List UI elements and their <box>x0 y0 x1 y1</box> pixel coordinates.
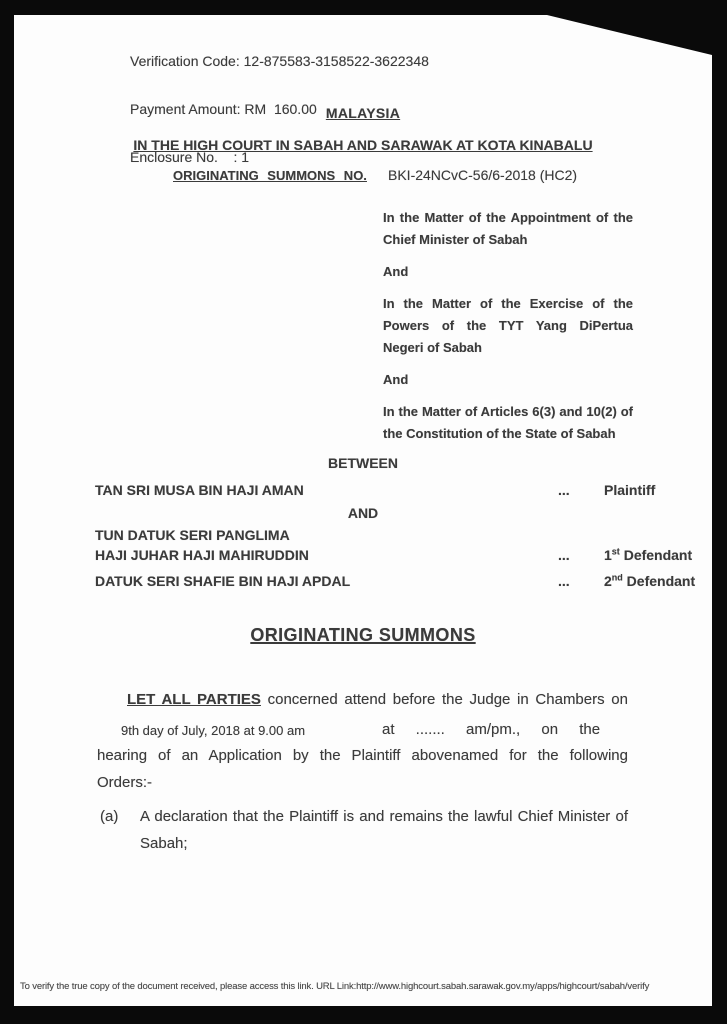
matters-column <box>383 207 633 445</box>
court-title: IN THE HIGH COURT IN SABAH AND SARAWAK AT KOTA KINABALU <box>133 137 593 153</box>
matter-3-line-2: the Constitution of the State of Sabah <box>383 426 616 441</box>
and-separator: And <box>383 264 409 279</box>
ellipsis: ... <box>558 573 570 589</box>
country-title: MALAYSIA <box>325 105 401 121</box>
ordinal-suffix: nd <box>611 572 623 583</box>
defendant-1-role <box>604 545 692 565</box>
defendant-2-row <box>95 571 705 591</box>
order-a-text-line-2: Sabah; <box>140 835 188 852</box>
document-page <box>14 15 712 1006</box>
defendant-2-role <box>604 571 695 591</box>
time-blank-text: at ....... am/pm., on the <box>382 721 601 738</box>
defendant-2-name: DATUK SERI SHAFIE BIN HAJI APDAL <box>95 573 351 589</box>
between-label: BETWEEN <box>328 455 398 471</box>
role-text: Defendant <box>622 573 696 589</box>
verify-footer-text: To verify the true copy of the document received, please access this link. URL Link:http://www.highcourt.sabah.sarawak.gov.my/apps/highcourt/sabah/verify <box>20 981 650 992</box>
defendant-1-name-line-1: TUN DATUK SERI PANGLIMA <box>95 527 290 543</box>
plaintiff-role: Plaintiff <box>604 482 656 498</box>
matter-2-line-3: Negeri of Sabah <box>383 340 482 355</box>
ellipsis: ... <box>558 482 570 498</box>
ordinal-number: 1 <box>604 547 612 563</box>
matter-3-line-1: In the Matter of Articles 6(3) and 10(2) of <box>383 404 633 419</box>
case-number-value: BKI-24NCvC-56/6-2018 (HC2) <box>388 167 578 183</box>
case-number-label: ORIGINATING SUMMONS NO. <box>173 168 367 183</box>
ordinal-suffix: st <box>611 546 620 557</box>
matter-1-line-2: Chief Minister of Sabah <box>383 232 528 247</box>
body-line-hearing: hearing of an Application by the Plaintiff abovenamed for the following <box>97 747 628 764</box>
let-all-parties-label: LET ALL PARTIES <box>127 691 261 708</box>
summons-heading: ORIGINATING SUMMONS <box>250 625 476 645</box>
hearing-date-inserted: 9th day of July, 2018 at 9.00 am <box>121 723 306 738</box>
ordinal-number: 2 <box>604 573 612 589</box>
order-a-label: (a) <box>100 808 119 825</box>
order-a-text-line-1: A declaration that the Plaintiff is and remains the lawful Chief Minister of <box>140 808 628 825</box>
body-line-orders: Orders:- <box>97 774 153 791</box>
intro-line <box>97 690 628 710</box>
ellipsis: ... <box>558 547 570 563</box>
matter-1-line-1: In the Matter of the Appointment of the <box>383 210 633 225</box>
plaintiff-name: TAN SRI MUSA BIN HAJI AMAN <box>95 482 304 498</box>
plaintiff-row <box>95 480 705 500</box>
and-label: AND <box>347 505 379 521</box>
defendant-1-name-line-2: HAJI JUHAR HAJI MAHIRUDDIN <box>95 547 309 563</box>
intro-rest-text: concerned attend before the Judge in Chambers on <box>260 691 628 708</box>
payment-amount-line: Payment Amount: RM 160.00 <box>130 101 317 117</box>
verification-code-line: Verification Code: 12-875583-3158522-3622348 <box>130 53 429 69</box>
role-text: Defendant <box>619 547 693 563</box>
defendant-1-row <box>95 525 705 565</box>
and-separator: And <box>383 372 409 387</box>
enclosure-no-line: Enclosure No. : 1 <box>130 149 250 165</box>
matter-2-line-2: Powers of the TYT Yang DiPertua <box>383 318 633 333</box>
scan-corner-shadow <box>547 15 712 55</box>
matter-2-line-1: In the Matter of the Exercise of the <box>383 296 633 311</box>
